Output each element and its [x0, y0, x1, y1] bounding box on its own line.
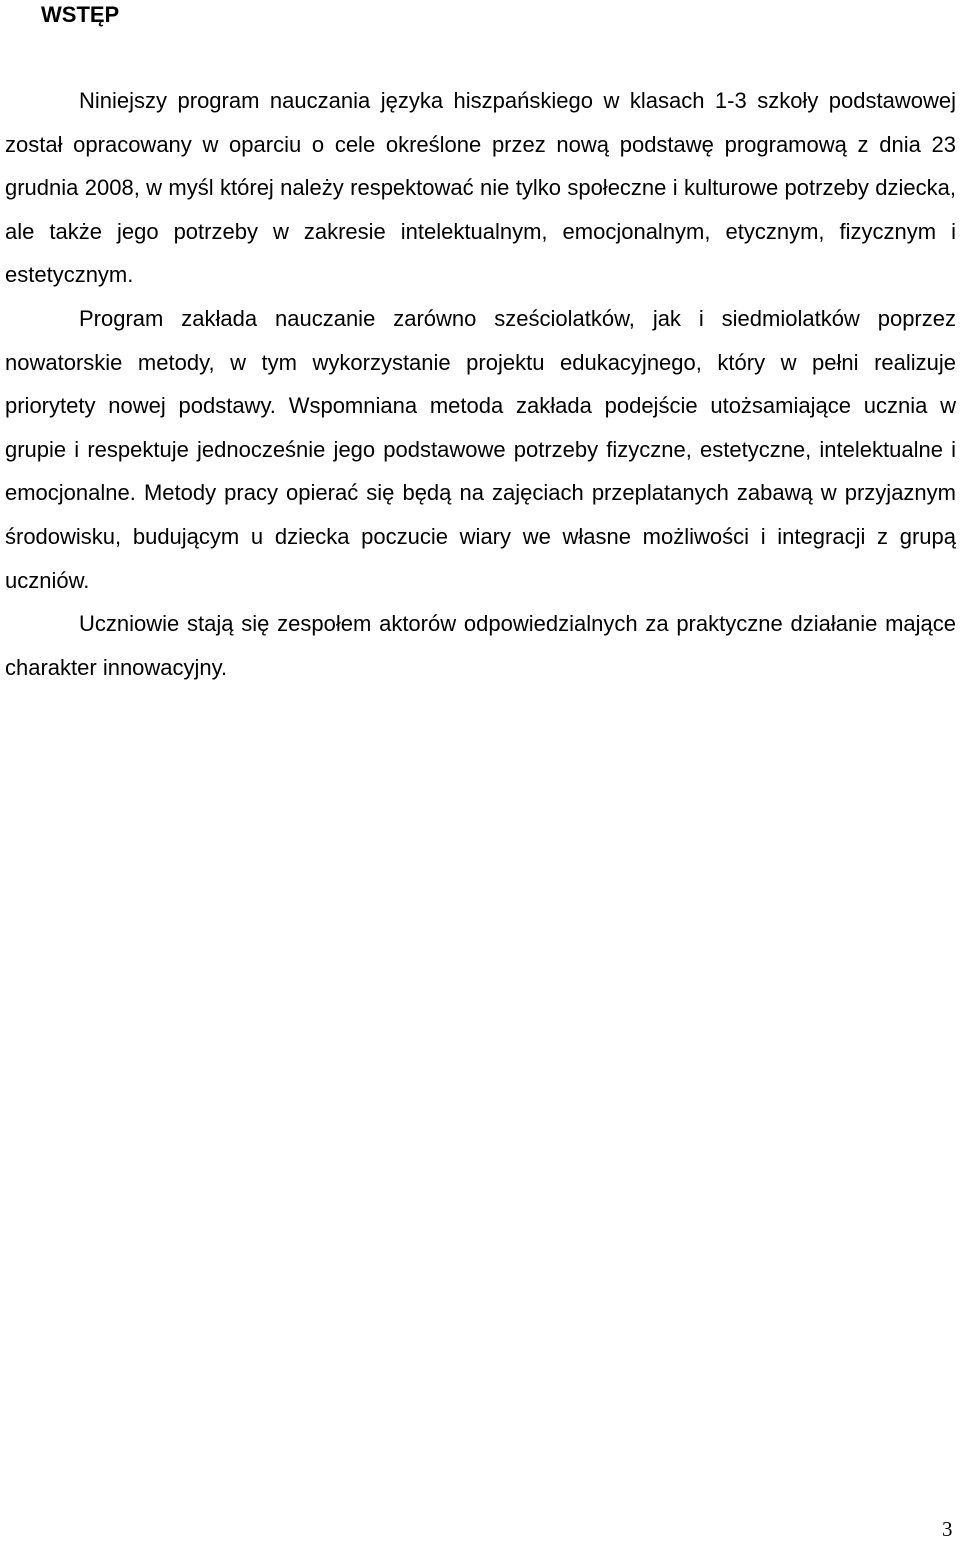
paragraph-students: Uczniowie stają się zespołem aktorów odpowiedzialnych za praktyczne działanie mające charakter innowacyjny.: [5, 611, 956, 680]
body-text: [5, 79, 956, 689]
page-number: 3: [942, 1517, 953, 1541]
paragraph-program: Program zakłada nauczanie zarówno sześciolatków, jak i siedmiolatków poprzez nowatorskie metody, w tym wykorzystanie projektu edukacyjnego, który w pełni realizuje priorytety nowej podstawy. Wspomniana metoda zakłada podejście utożsamiające ucznia w grupie i respektuje jednocześnie jego podstawowe potrzeby fizyczne, estetyczne, intelektualne i emocjonalne. Metody pracy opierać się będą na zajęciach przeplatanych zabawą w przyjaznym środowisku, budującym u dziecka poczucie wiary we własne możliwości i integracji z grupą uczniów.: [5, 305, 956, 593]
paragraph-intro: Niniejszy program nauczania języka hiszpańskiego w klasach 1-3 szkoły podstawowej został opracowany w oparciu o cele określone przez nową podstawę programową z dnia 23 grudnia 2008, w myśl której należy respektować nie tylko społeczne i kulturowe potrzeby dziecka, ale także jego potrzeby w zakresie intelektualnym, emocjonalnym, etycznym, fizycznym i estetycznym.: [5, 88, 956, 288]
section-heading: WSTĘP: [41, 2, 120, 27]
